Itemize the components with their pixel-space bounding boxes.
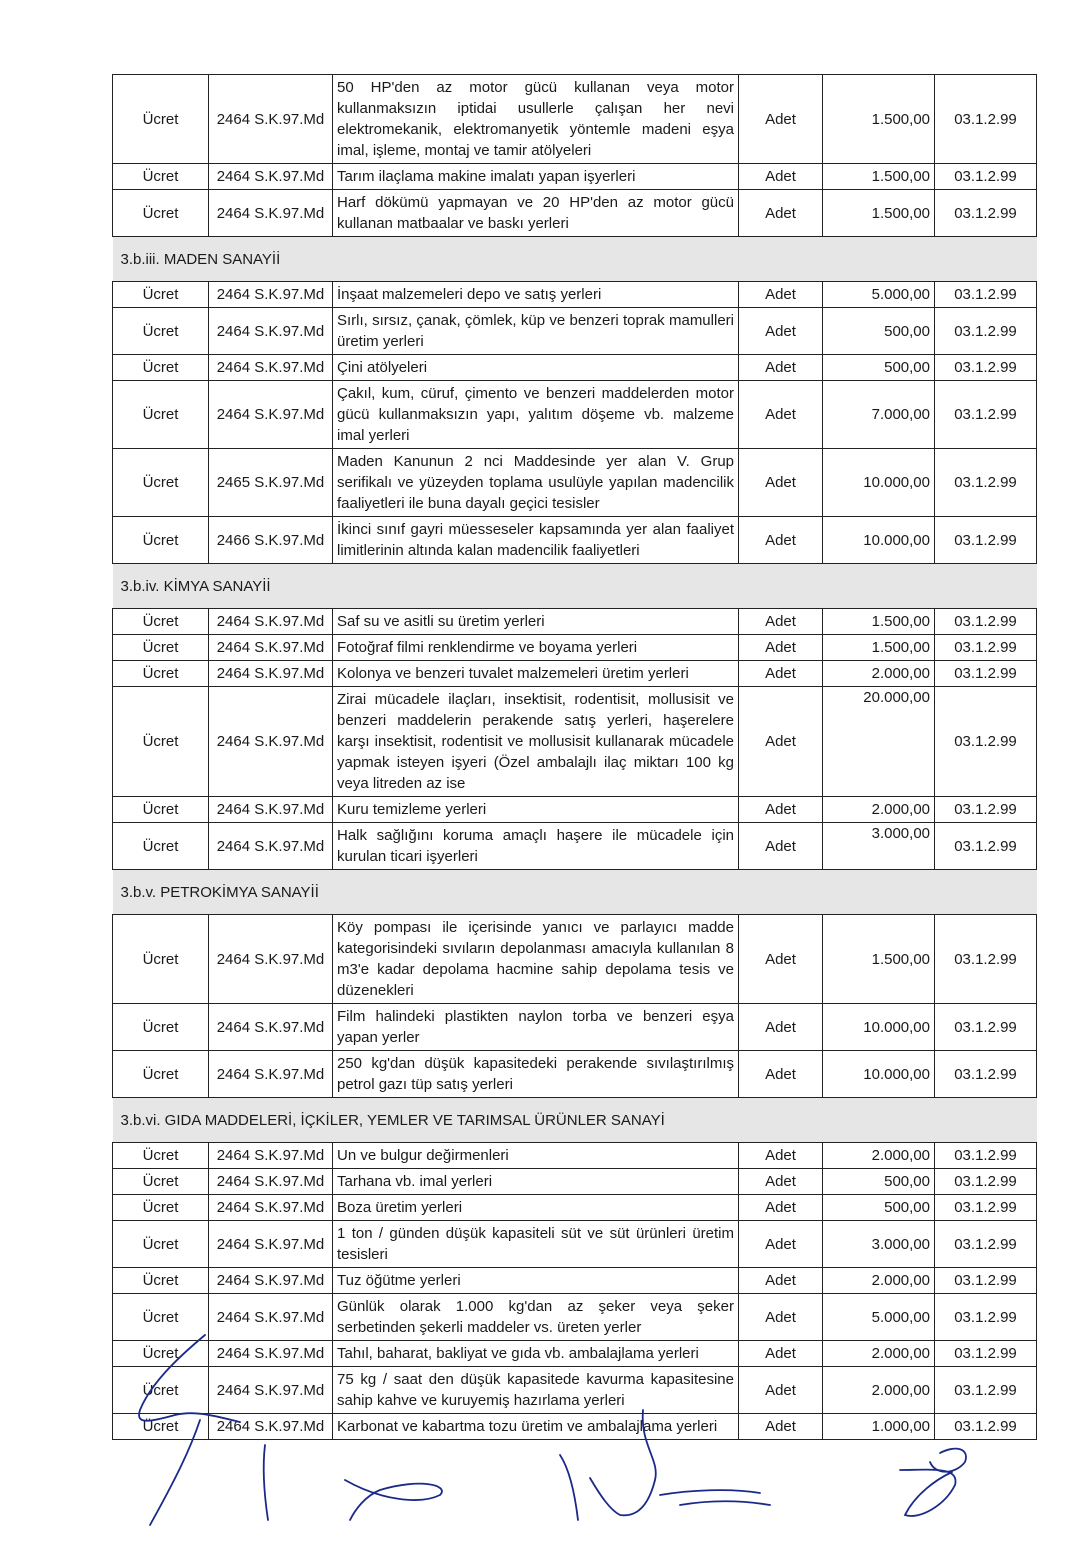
description-cell: Tarhana vb. imal yerleri (333, 1169, 739, 1195)
description-cell: Harf dökümü yapmayan ve 20 HP'den az motor gücü kullanan matbaalar ve baskı yerleri (333, 190, 739, 237)
fee-type-cell: Ücret (113, 381, 209, 449)
unit-cell: Adet (739, 635, 823, 661)
section-title: 3.b.iv. KİMYA SANAYİİ (113, 564, 1037, 609)
account-code-cell: 03.1.2.99 (935, 1341, 1037, 1367)
account-code-cell: 03.1.2.99 (935, 797, 1037, 823)
account-code-cell: 03.1.2.99 (935, 609, 1037, 635)
fee-row (113, 1143, 1037, 1169)
description-cell: 250 kg'dan düşük kapasitedeki perakende sıvılaştırılmış petrol gazı tüp satış yerleri (333, 1051, 739, 1098)
unit-cell: Adet (739, 1143, 823, 1169)
description-cell: Kolonya ve benzeri tuvalet malzemeleri üretim yerleri (333, 661, 739, 687)
fee-row (113, 797, 1037, 823)
account-code-cell: 03.1.2.99 (935, 1143, 1037, 1169)
section-header-row (113, 564, 1037, 609)
unit-cell: Adet (739, 164, 823, 190)
account-code-cell: 03.1.2.99 (935, 823, 1037, 870)
law-reference-cell: 2465 S.K.97.Md (209, 449, 333, 517)
unit-cell: Adet (739, 1221, 823, 1268)
unit-cell: Adet (739, 1268, 823, 1294)
law-reference-cell: 2464 S.K.97.Md (209, 308, 333, 355)
account-code-cell: 03.1.2.99 (935, 1367, 1037, 1414)
unit-cell: Adet (739, 1195, 823, 1221)
account-code-cell: 03.1.2.99 (935, 1004, 1037, 1051)
fee-type-cell: Ücret (113, 823, 209, 870)
description-cell: Kuru temizleme yerleri (333, 797, 739, 823)
description-cell: Boza üretim yerleri (333, 1195, 739, 1221)
account-code-cell: 03.1.2.99 (935, 915, 1037, 1004)
description-cell: Sırlı, sırsız, çanak, çömlek, küp ve benzeri toprak mamulleri üretim yerleri (333, 308, 739, 355)
law-reference-cell: 2464 S.K.97.Md (209, 1169, 333, 1195)
fee-row (113, 517, 1037, 564)
law-reference-cell: 2464 S.K.97.Md (209, 1051, 333, 1098)
fee-row (113, 609, 1037, 635)
fee-row (113, 1195, 1037, 1221)
description-cell: Film halindeki plastikten naylon torba ve benzeri eşya yapan yerler (333, 1004, 739, 1051)
amount-cell: 500,00 (823, 1169, 935, 1195)
fee-row (113, 75, 1037, 164)
law-reference-cell: 2464 S.K.97.Md (209, 1341, 333, 1367)
account-code-cell: 03.1.2.99 (935, 164, 1037, 190)
fee-type-cell: Ücret (113, 517, 209, 564)
amount-cell: 2.000,00 (823, 1143, 935, 1169)
fee-row (113, 1051, 1037, 1098)
amount-cell: 1.000,00 (823, 1414, 935, 1440)
law-reference-cell: 2464 S.K.97.Md (209, 355, 333, 381)
fee-type-cell: Ücret (113, 1195, 209, 1221)
fee-schedule-page (112, 74, 1036, 1440)
section-title: 3.b.iii. MADEN SANAYİİ (113, 237, 1037, 282)
section-header-row (113, 870, 1037, 915)
description-cell: Karbonat ve kabartma tozu üretim ve ambalajlama yerleri (333, 1414, 739, 1440)
fee-type-cell: Ücret (113, 1414, 209, 1440)
law-reference-cell: 2464 S.K.97.Md (209, 164, 333, 190)
unit-cell: Adet (739, 1004, 823, 1051)
unit-cell: Adet (739, 517, 823, 564)
description-cell: Çakıl, kum, cüruf, çimento ve benzeri maddelerden motor gücü kullanmaksızın yapı, yalıtım döşeme vb. malzeme imal yerleri (333, 381, 739, 449)
amount-cell: 10.000,00 (823, 449, 935, 517)
fee-row (113, 661, 1037, 687)
amount-cell: 3.000,00 (823, 823, 935, 870)
fee-row (113, 1169, 1037, 1195)
account-code-cell: 03.1.2.99 (935, 687, 1037, 797)
account-code-cell: 03.1.2.99 (935, 1169, 1037, 1195)
unit-cell: Adet (739, 282, 823, 308)
law-reference-cell: 2464 S.K.97.Md (209, 1294, 333, 1341)
amount-cell: 2.000,00 (823, 1341, 935, 1367)
fee-row (113, 1004, 1037, 1051)
fee-type-cell: Ücret (113, 190, 209, 237)
amount-cell: 500,00 (823, 1195, 935, 1221)
unit-cell: Adet (739, 355, 823, 381)
fee-row (113, 1294, 1037, 1341)
unit-cell: Adet (739, 75, 823, 164)
amount-cell: 5.000,00 (823, 282, 935, 308)
description-cell: Fotoğraf filmi renklendirme ve boyama yerleri (333, 635, 739, 661)
description-cell: Un ve bulgur değirmenleri (333, 1143, 739, 1169)
law-reference-cell: 2464 S.K.97.Md (209, 1221, 333, 1268)
fee-type-cell: Ücret (113, 164, 209, 190)
description-cell: Zirai mücadele ilaçları, insektisit, rodentisit, mollusisit ve benzeri maddelerin perakende satış yerleri, haşerelere karşı insektisit, rodentisit ve mollusisit kullanarak mücadele yapmak isteyen işyeri (Özel ambalajlı ilaç miktarı 100 kg veya litreden az ise (333, 687, 739, 797)
amount-cell: 10.000,00 (823, 1051, 935, 1098)
law-reference-cell: 2464 S.K.97.Md (209, 1004, 333, 1051)
fee-type-cell: Ücret (113, 635, 209, 661)
fee-row (113, 687, 1037, 797)
law-reference-cell: 2464 S.K.97.Md (209, 190, 333, 237)
account-code-cell: 03.1.2.99 (935, 1268, 1037, 1294)
fee-type-cell: Ücret (113, 1051, 209, 1098)
fee-type-cell: Ücret (113, 355, 209, 381)
law-reference-cell: 2464 S.K.97.Md (209, 823, 333, 870)
unit-cell: Adet (739, 915, 823, 1004)
fee-row (113, 1414, 1037, 1440)
unit-cell: Adet (739, 823, 823, 870)
fee-type-cell: Ücret (113, 1004, 209, 1051)
law-reference-cell: 2464 S.K.97.Md (209, 1367, 333, 1414)
unit-cell: Adet (739, 190, 823, 237)
account-code-cell: 03.1.2.99 (935, 282, 1037, 308)
law-reference-cell: 2464 S.K.97.Md (209, 687, 333, 797)
law-reference-cell: 2464 S.K.97.Md (209, 661, 333, 687)
fee-row (113, 190, 1037, 237)
fee-row (113, 1268, 1037, 1294)
amount-cell: 3.000,00 (823, 1221, 935, 1268)
fee-row (113, 1367, 1037, 1414)
description-cell: Maden Kanunun 2 nci Maddesinde yer alan V. Grup serifikalı ve yüzeyden toplama usulüyle yapılan madencilik faaliyetleri ile buna dayalı geçici tesisler (333, 449, 739, 517)
fee-row (113, 1221, 1037, 1268)
unit-cell: Adet (739, 1169, 823, 1195)
section-title: 3.b.vi. GIDA MADDELERİ, İÇKİLER, YEMLER VE TARIMSAL ÜRÜNLER SANAYİ (113, 1098, 1037, 1143)
fee-type-cell: Ücret (113, 1169, 209, 1195)
law-reference-cell: 2466 S.K.97.Md (209, 517, 333, 564)
fee-type-cell: Ücret (113, 75, 209, 164)
description-cell: Köy pompası ile içerisinde yanıcı ve parlayıcı madde kategorisindeki sıvıların depolanması amacıyla kullanılan 8 m3'e kadar depolama hacmine sahip depolama tesis ve düzenekleri (333, 915, 739, 1004)
description-cell: İkinci sınıf gayri müesseseler kapsamında yer alan faaliyet limitlerinin altında kalan madencilik faaliyetleri (333, 517, 739, 564)
amount-cell: 2.000,00 (823, 661, 935, 687)
unit-cell: Adet (739, 449, 823, 517)
amount-cell: 1.500,00 (823, 915, 935, 1004)
description-cell: 75 kg / saat den düşük kapasitede kavurma kapasitesine sahip kahve ve kuruyemiş hazırlama yerleri (333, 1367, 739, 1414)
account-code-cell: 03.1.2.99 (935, 1414, 1037, 1440)
fee-type-cell: Ücret (113, 609, 209, 635)
account-code-cell: 03.1.2.99 (935, 635, 1037, 661)
amount-cell: 1.500,00 (823, 635, 935, 661)
account-code-cell: 03.1.2.99 (935, 661, 1037, 687)
description-cell: Saf su ve asitli su üretim yerleri (333, 609, 739, 635)
unit-cell: Adet (739, 609, 823, 635)
unit-cell: Adet (739, 381, 823, 449)
unit-cell: Adet (739, 308, 823, 355)
description-cell: Halk sağlığını koruma amaçlı haşere ile mücadele için kurulan ticari işyerleri (333, 823, 739, 870)
amount-cell: 1.500,00 (823, 609, 935, 635)
amount-cell: 2.000,00 (823, 797, 935, 823)
law-reference-cell: 2464 S.K.97.Md (209, 797, 333, 823)
amount-cell: 7.000,00 (823, 381, 935, 449)
account-code-cell: 03.1.2.99 (935, 517, 1037, 564)
description-cell: Tahıl, baharat, bakliyat ve gıda vb. ambalajlama yerleri (333, 1341, 739, 1367)
account-code-cell: 03.1.2.99 (935, 1195, 1037, 1221)
account-code-cell: 03.1.2.99 (935, 355, 1037, 381)
description-cell: Tuz öğütme yerleri (333, 1268, 739, 1294)
fee-row (113, 1341, 1037, 1367)
account-code-cell: 03.1.2.99 (935, 381, 1037, 449)
fee-row (113, 915, 1037, 1004)
fee-type-cell: Ücret (113, 1341, 209, 1367)
amount-cell: 2.000,00 (823, 1268, 935, 1294)
fee-row (113, 164, 1037, 190)
fee-type-cell: Ücret (113, 449, 209, 517)
law-reference-cell: 2464 S.K.97.Md (209, 75, 333, 164)
section-header-row (113, 1098, 1037, 1143)
fee-type-cell: Ücret (113, 915, 209, 1004)
law-reference-cell: 2464 S.K.97.Md (209, 635, 333, 661)
fee-row (113, 282, 1037, 308)
law-reference-cell: 2464 S.K.97.Md (209, 609, 333, 635)
law-reference-cell: 2464 S.K.97.Md (209, 915, 333, 1004)
description-cell: Çini atölyeleri (333, 355, 739, 381)
fee-type-cell: Ücret (113, 661, 209, 687)
unit-cell: Adet (739, 661, 823, 687)
fee-row (113, 355, 1037, 381)
amount-cell: 2.000,00 (823, 1367, 935, 1414)
fee-type-cell: Ücret (113, 308, 209, 355)
law-reference-cell: 2464 S.K.97.Md (209, 282, 333, 308)
fee-type-cell: Ücret (113, 687, 209, 797)
description-cell: Tarım ilaçlama makine imalatı yapan işyerleri (333, 164, 739, 190)
law-reference-cell: 2464 S.K.97.Md (209, 1268, 333, 1294)
fee-table-body (113, 75, 1037, 1440)
fee-row (113, 449, 1037, 517)
unit-cell: Adet (739, 1051, 823, 1098)
unit-cell: Adet (739, 797, 823, 823)
unit-cell: Adet (739, 1294, 823, 1341)
amount-cell: 20.000,00 (823, 687, 935, 797)
fee-type-cell: Ücret (113, 1268, 209, 1294)
fee-row (113, 635, 1037, 661)
amount-cell: 5.000,00 (823, 1294, 935, 1341)
unit-cell: Adet (739, 1367, 823, 1414)
amount-cell: 1.500,00 (823, 164, 935, 190)
unit-cell: Adet (739, 1341, 823, 1367)
description-cell: 1 ton / günden düşük kapasiteli süt ve süt ürünleri üretim tesisleri (333, 1221, 739, 1268)
account-code-cell: 03.1.2.99 (935, 449, 1037, 517)
fee-type-cell: Ücret (113, 1294, 209, 1341)
amount-cell: 500,00 (823, 355, 935, 381)
law-reference-cell: 2464 S.K.97.Md (209, 1414, 333, 1440)
amount-cell: 1.500,00 (823, 75, 935, 164)
fee-type-cell: Ücret (113, 282, 209, 308)
amount-cell: 1.500,00 (823, 190, 935, 237)
description-cell: Günlük olarak 1.000 kg'dan az şeker veya şeker serbetinden şekerli maddeler vs. üreten yerler (333, 1294, 739, 1341)
amount-cell: 10.000,00 (823, 1004, 935, 1051)
account-code-cell: 03.1.2.99 (935, 1221, 1037, 1268)
unit-cell: Adet (739, 687, 823, 797)
account-code-cell: 03.1.2.99 (935, 308, 1037, 355)
fee-type-cell: Ücret (113, 1367, 209, 1414)
account-code-cell: 03.1.2.99 (935, 1051, 1037, 1098)
amount-cell: 10.000,00 (823, 517, 935, 564)
fee-type-cell: Ücret (113, 797, 209, 823)
fee-type-cell: Ücret (113, 1221, 209, 1268)
amount-cell: 500,00 (823, 308, 935, 355)
law-reference-cell: 2464 S.K.97.Md (209, 1195, 333, 1221)
section-title: 3.b.v. PETROKİMYA SANAYİİ (113, 870, 1037, 915)
fee-table (112, 74, 1037, 1440)
description-cell: 50 HP'den az motor gücü kullanan veya motor kullanmaksızın iptidai usullerle çalışan her nevi elektromekanik, elektromanyetik yöntemle madeni eşya imal, işleme, montaj ve tamir atölyeleri (333, 75, 739, 164)
law-reference-cell: 2464 S.K.97.Md (209, 381, 333, 449)
account-code-cell: 03.1.2.99 (935, 190, 1037, 237)
unit-cell: Adet (739, 1414, 823, 1440)
fee-type-cell: Ücret (113, 1143, 209, 1169)
description-cell: İnşaat malzemeleri depo ve satış yerleri (333, 282, 739, 308)
fee-row (113, 308, 1037, 355)
fee-row (113, 381, 1037, 449)
account-code-cell: 03.1.2.99 (935, 75, 1037, 164)
law-reference-cell: 2464 S.K.97.Md (209, 1143, 333, 1169)
account-code-cell: 03.1.2.99 (935, 1294, 1037, 1341)
fee-row (113, 823, 1037, 870)
section-header-row (113, 237, 1037, 282)
